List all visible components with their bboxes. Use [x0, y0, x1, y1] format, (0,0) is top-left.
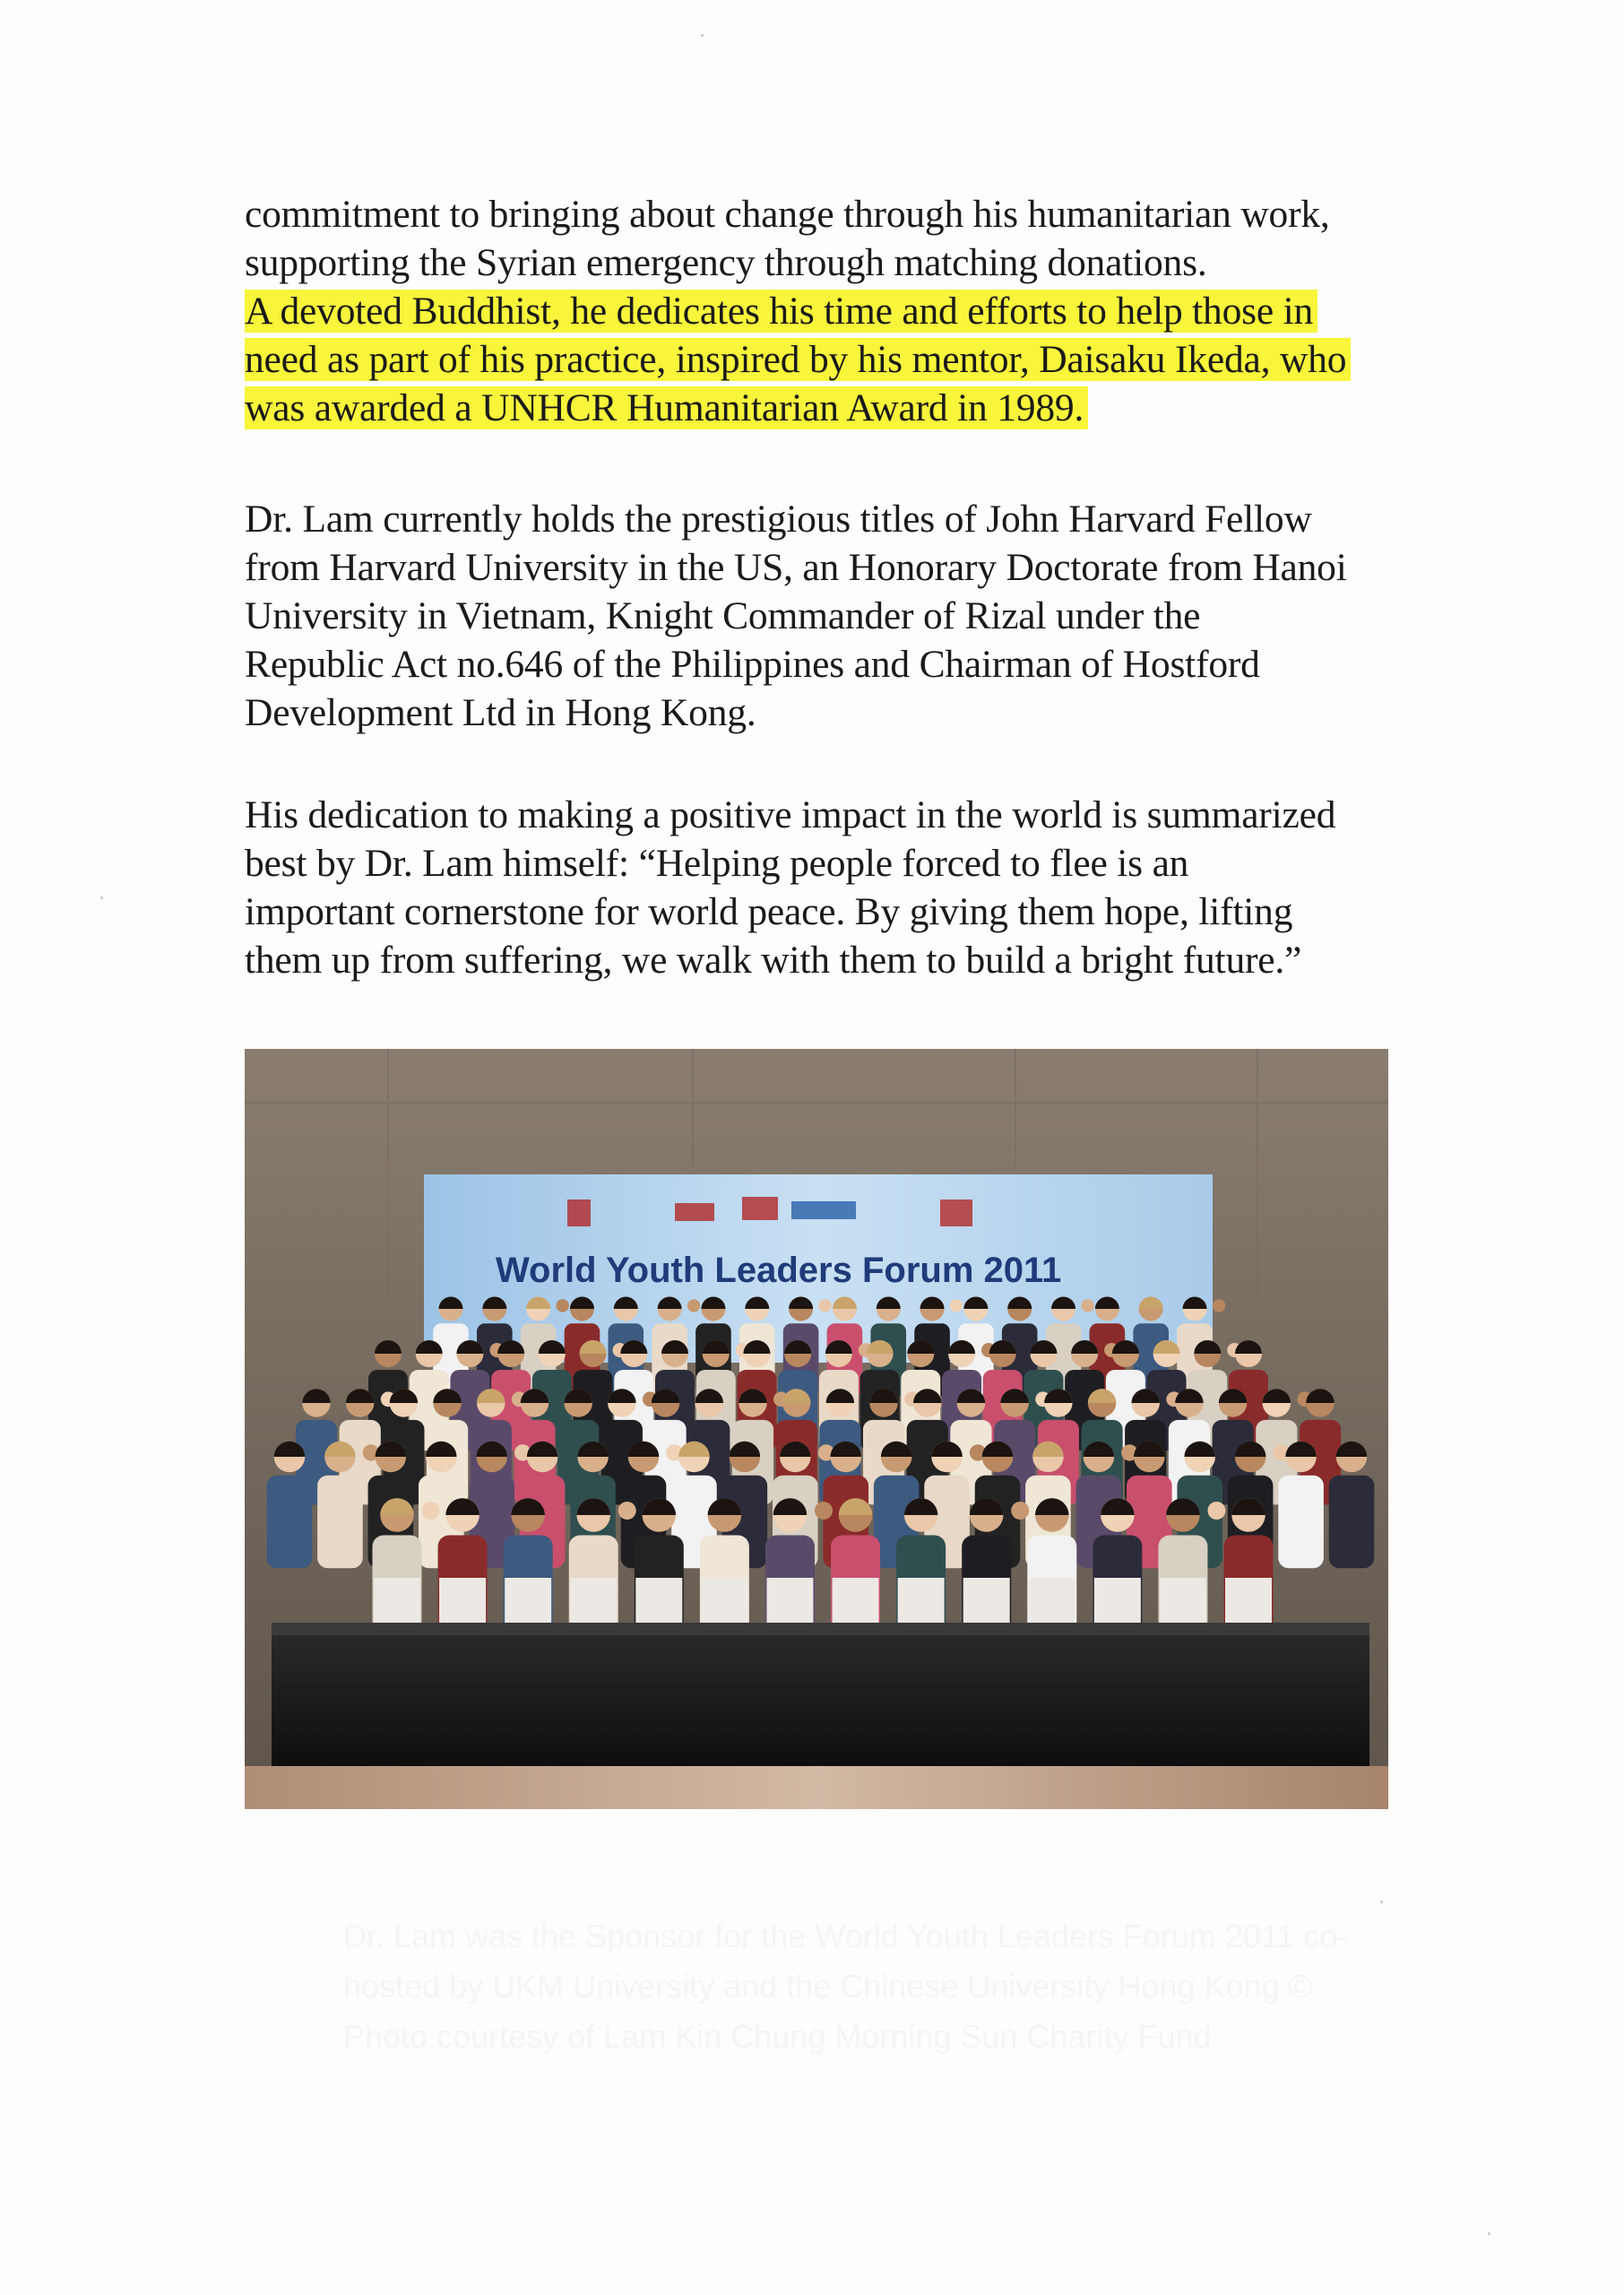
- highlight-mark: need as part of his practice, inspired by his mentor, Daisaku Ikeda, who: [245, 338, 1351, 381]
- body-text-line: University in Vietnam, Knight Commander of Rizal under the: [245, 594, 1201, 637]
- chair: [1029, 1578, 1075, 1627]
- chair: [374, 1578, 420, 1627]
- chair: [1160, 1578, 1206, 1627]
- body-text-line: His dedication to making a positive impact in the world is summarized: [245, 793, 1336, 836]
- highlighted-text-line: [245, 384, 1088, 432]
- body-text-line: important cornerstone for world peace. By giving them hope, lifting: [245, 890, 1293, 933]
- photo-caption: Dr. Lam was the Sponsor for the World Youth Leaders Forum 2011 co- hosted by UKM University and the Chinese University Hong Kong © Photo courtesy of Lam Kin Chung Morning Sun Charity Fund: [343, 1918, 1349, 2055]
- highlight-mark: A devoted Buddhist, he dedicates his time and efforts to help those in: [245, 290, 1317, 333]
- chair: [963, 1578, 1010, 1627]
- highlight-mark: was awarded a UNHCR Humanitarian Award in 1989.: [245, 386, 1088, 429]
- body-text-line: Dr. Lam currently holds the prestigious titles of John Harvard Fellow: [245, 498, 1312, 541]
- highlighted-text-line: [245, 287, 1317, 335]
- scan-speck: [1380, 1901, 1383, 1903]
- body-text-line: Development Ltd in Hong Kong.: [245, 691, 756, 734]
- scan-speck: [100, 896, 103, 899]
- chair: [439, 1578, 486, 1627]
- chair: [635, 1578, 682, 1627]
- body-text-line: Republic Act no.646 of the Philippines and Chairman of Hostford: [245, 643, 1260, 686]
- body-text-line: them up from suffering, we walk with them to build a bright future.”: [245, 939, 1302, 982]
- body-text-line: from Harvard University in the US, an Honorary Doctorate from Hanoi: [245, 546, 1347, 589]
- group-photo: [245, 1049, 1388, 1809]
- chair: [898, 1578, 945, 1627]
- scan-speck: [701, 34, 704, 37]
- chair: [766, 1578, 813, 1627]
- banner-text: World Youth Leaders Forum 2011: [496, 1251, 1062, 1290]
- body-text-line: commitment to bringing about change through his humanitarian work,: [245, 193, 1330, 236]
- scan-speck: [1488, 2232, 1490, 2235]
- body-text-line: best by Dr. Lam himself: “Helping people forced to flee is an: [245, 842, 1189, 885]
- highlighted-text-line: [245, 335, 1351, 384]
- chair: [570, 1578, 617, 1627]
- chair: [505, 1578, 551, 1627]
- chair: [833, 1578, 879, 1627]
- chair: [701, 1578, 747, 1627]
- chair: [1094, 1578, 1141, 1627]
- body-text-line: supporting the Syrian emergency through matching donations.: [245, 241, 1207, 284]
- group-photo-illustration: [245, 1049, 1388, 1809]
- chair: [1225, 1578, 1272, 1627]
